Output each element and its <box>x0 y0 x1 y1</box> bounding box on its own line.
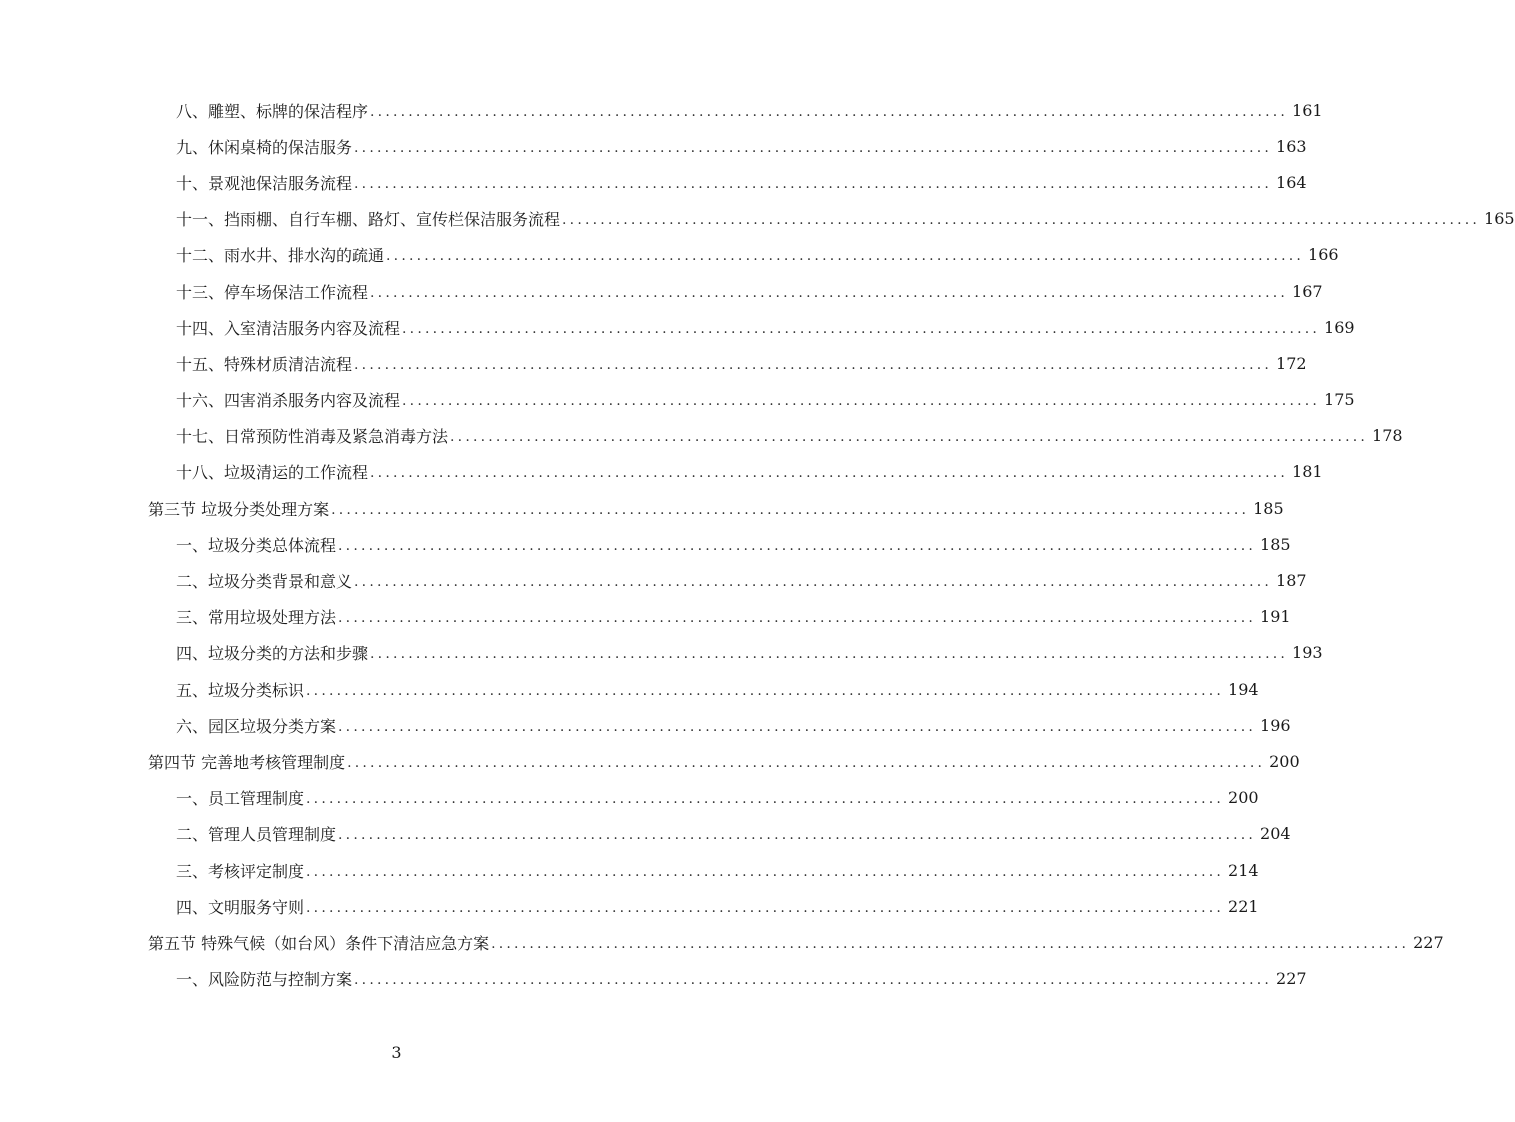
toc-entry-page: 166 <box>1308 245 1339 265</box>
toc-entry-title: 十二、雨水井、排水沟的疏通 <box>176 243 386 266</box>
toc-dot-leader: ........................................................................................................................ <box>450 429 1369 446</box>
toc-entry[interactable] <box>0 164 1307 200</box>
toc-entry-title: 十一、挡雨棚、自行车棚、路灯、宣传栏保洁服务流程 <box>176 207 562 230</box>
toc-dot-leader: ........................................................................................................................ <box>331 501 1250 518</box>
toc-dot-leader: ........................................................................................................................ <box>354 139 1273 156</box>
toc-dot-leader: ........................................................................................................................ <box>370 284 1289 301</box>
toc-entry-page: 191 <box>1260 607 1291 627</box>
toc-dot-leader: ........................................................................................................................ <box>562 212 1481 229</box>
toc-entry-page: 169 <box>1324 317 1355 337</box>
toc-entry[interactable] <box>0 273 1323 309</box>
toc-entry[interactable] <box>0 526 1291 562</box>
toc-entry-title: 一、员工管理制度 <box>176 786 306 809</box>
toc-section-entry[interactable] <box>0 924 1444 960</box>
toc-section-entry[interactable] <box>0 490 1284 526</box>
toc-entry[interactable] <box>0 345 1307 381</box>
toc-entry-title: 十六、四害消杀服务内容及流程 <box>176 388 402 411</box>
toc-dot-leader: ........................................................................................................................ <box>306 899 1225 916</box>
toc-dot-leader: ........................................................................................................................ <box>370 465 1289 482</box>
toc-entry-page: 200 <box>1269 751 1300 771</box>
toc-dot-leader: ........................................................................................................................ <box>370 646 1289 663</box>
toc-entry-title: 第三节 垃圾分类处理方案 <box>148 497 331 520</box>
toc-entry[interactable] <box>0 418 1403 454</box>
toc-dot-leader: ........................................................................................................................ <box>306 682 1225 699</box>
toc-entry[interactable] <box>0 92 1323 128</box>
toc-entry-page: 175 <box>1324 390 1355 410</box>
toc-entry-page: 227 <box>1413 932 1444 952</box>
table-of-contents <box>0 92 1515 997</box>
toc-entry-page: 185 <box>1260 534 1291 554</box>
toc-entry[interactable] <box>0 128 1307 164</box>
toc-entry-page: 178 <box>1372 426 1403 446</box>
page-number: 3 <box>391 1043 402 1062</box>
toc-entry-page: 165 <box>1484 209 1515 229</box>
toc-entry[interactable] <box>0 635 1323 671</box>
toc-dot-leader: ........................................................................................................................ <box>306 791 1225 808</box>
toc-entry[interactable] <box>0 309 1355 345</box>
toc-entry-page: 204 <box>1260 824 1291 844</box>
toc-entry-title: 十七、日常预防性消毒及紧急消毒方法 <box>176 424 450 447</box>
toc-dot-leader: ........................................................................................................................ <box>370 103 1289 120</box>
toc-dot-leader: ........................................................................................................................ <box>354 175 1273 192</box>
toc-entry-title: 九、休闲桌椅的保洁服务 <box>176 135 354 158</box>
toc-dot-leader: ........................................................................................................................ <box>354 356 1273 373</box>
toc-entry-page: 193 <box>1292 643 1323 663</box>
toc-entry-page: 187 <box>1276 571 1307 591</box>
toc-entry-title: 第五节 特殊气候（如台风）条件下清洁应急方案 <box>148 931 491 954</box>
toc-entry-page: 161 <box>1292 100 1323 120</box>
toc-dot-leader: ........................................................................................................................ <box>338 610 1257 627</box>
toc-dot-leader: ........................................................................................................................ <box>491 935 1410 952</box>
toc-entry[interactable] <box>0 888 1259 924</box>
toc-entry-page: 181 <box>1292 462 1323 482</box>
toc-entry-page: 196 <box>1260 715 1291 735</box>
toc-entry-page: 214 <box>1228 860 1259 880</box>
toc-entry[interactable] <box>0 671 1259 707</box>
toc-entry[interactable] <box>0 780 1259 816</box>
toc-entry-page: 185 <box>1253 498 1284 518</box>
toc-dot-leader: ........................................................................................................................ <box>347 754 1266 771</box>
toc-entry[interactable] <box>0 562 1307 598</box>
toc-entry-title: 十三、停车场保洁工作流程 <box>176 280 370 303</box>
toc-entry-page: 221 <box>1228 896 1259 916</box>
toc-entry-title: 十、景观池保洁服务流程 <box>176 171 354 194</box>
toc-entry[interactable] <box>0 707 1291 743</box>
toc-section-entry[interactable] <box>0 743 1300 779</box>
toc-entry-page: 194 <box>1228 679 1259 699</box>
toc-entry-title: 四、垃圾分类的方法和步骤 <box>176 641 370 664</box>
toc-entry-title: 一、风险防范与控制方案 <box>176 967 354 990</box>
toc-entry[interactable] <box>0 454 1323 490</box>
toc-entry-title: 六、园区垃圾分类方案 <box>176 714 338 737</box>
toc-entry[interactable] <box>0 237 1339 273</box>
toc-dot-leader: ........................................................................................................................ <box>354 972 1273 989</box>
toc-dot-leader: ........................................................................................................................ <box>354 574 1273 591</box>
toc-entry[interactable] <box>0 961 1307 997</box>
toc-dot-leader: ........................................................................................................................ <box>338 537 1257 554</box>
toc-entry-page: 167 <box>1292 281 1323 301</box>
toc-dot-leader: ........................................................................................................................ <box>306 863 1225 880</box>
toc-entry-title: 第四节 完善地考核管理制度 <box>148 750 347 773</box>
toc-entry-title: 八、雕塑、标牌的保洁程序 <box>176 99 370 122</box>
toc-entry-title: 二、管理人员管理制度 <box>176 822 338 845</box>
toc-entry-title: 十四、入室清洁服务内容及流程 <box>176 316 402 339</box>
toc-entry-title: 二、垃圾分类背景和意义 <box>176 569 354 592</box>
toc-entry[interactable] <box>0 201 1515 237</box>
toc-entry[interactable] <box>0 382 1355 418</box>
toc-entry-page: 200 <box>1228 788 1259 808</box>
toc-entry-title: 十五、特殊材质清洁流程 <box>176 352 354 375</box>
toc-entry-title: 十八、垃圾清运的工作流程 <box>176 460 370 483</box>
toc-dot-leader: ........................................................................................................................ <box>338 827 1257 844</box>
toc-entry-page: 164 <box>1276 172 1307 192</box>
toc-entry-title: 三、常用垃圾处理方法 <box>176 605 338 628</box>
toc-entry[interactable] <box>0 816 1291 852</box>
toc-entry[interactable] <box>0 599 1291 635</box>
toc-dot-leader: ........................................................................................................................ <box>386 248 1305 265</box>
toc-entry-page: 172 <box>1276 353 1307 373</box>
toc-entry-title: 五、垃圾分类标识 <box>176 678 306 701</box>
toc-entry-page: 227 <box>1276 969 1307 989</box>
toc-dot-leader: ........................................................................................................................ <box>402 393 1321 410</box>
toc-dot-leader: ........................................................................................................................ <box>338 718 1257 735</box>
toc-entry-page: 163 <box>1276 136 1307 156</box>
toc-entry-title: 四、文明服务守则 <box>176 895 306 918</box>
toc-dot-leader: ........................................................................................................................ <box>402 320 1321 337</box>
toc-entry[interactable] <box>0 852 1259 888</box>
toc-entry-title: 一、垃圾分类总体流程 <box>176 533 338 556</box>
toc-entry-title: 三、考核评定制度 <box>176 859 306 882</box>
